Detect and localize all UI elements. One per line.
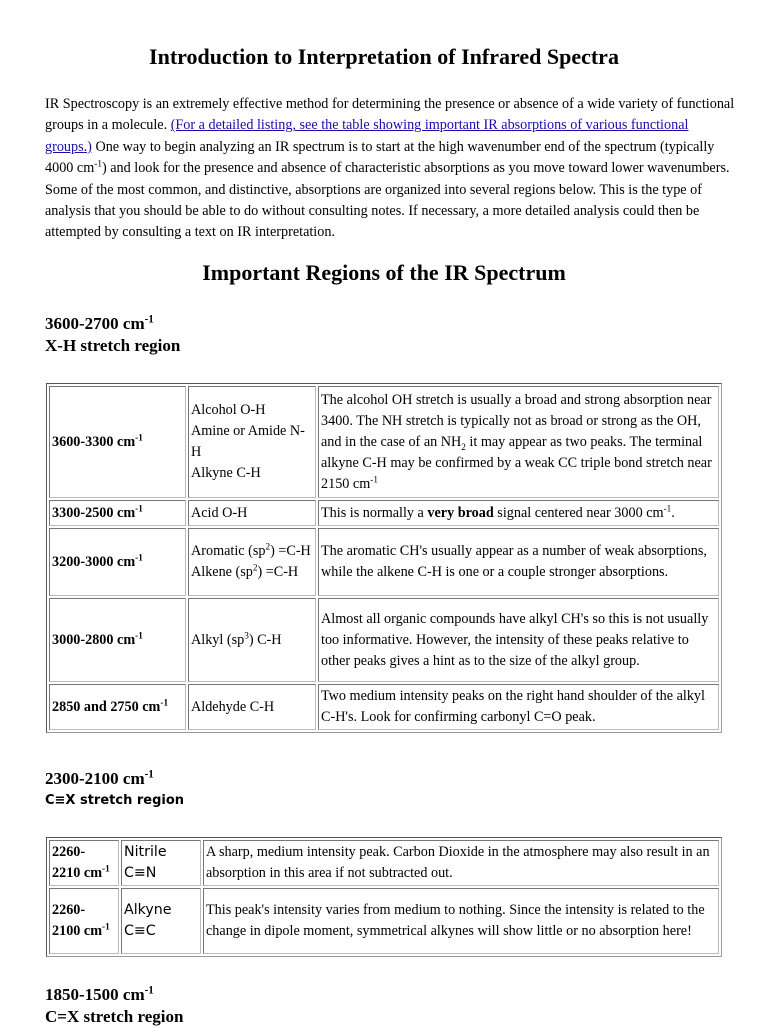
section-range: 2300-2100 cm (45, 769, 145, 788)
section-heading-cx-double: 1850-1500 $cm^{-1}$ C=X stretch region (45, 984, 184, 1026)
section-subtitle: Important Regions of the IR Spectrum (202, 260, 566, 285)
table-row (49, 888, 719, 954)
description-cell: The aromatic CH's usually appear as a number of weak absorptions, while the alkene C-H is one or a couple stronger absorptions. (318, 528, 719, 596)
section-heading-cx-triple: 2300-2100 $cm^{-1}$ C≡X stretch region (45, 768, 184, 812)
triple-bond-table (46, 837, 722, 957)
xh-stretch-table (46, 383, 722, 733)
description-cell: This is normally a very broad signal centered near 3000 $cm^{-1}$. (318, 500, 719, 526)
table-row (49, 528, 719, 596)
intro-text-continued: One way to begin analyzing an IR spectrum is to start at the high wavenumber end of the spectrum (typically 4000 cm (45, 138, 715, 177)
section-name: C=X stretch region (45, 1007, 184, 1026)
description-cell: This peak's intensity varies from medium to nothing. Since the intensity is related to the change in dipole moment, symmetrical alkynes will show little or no absorption here! (203, 888, 719, 954)
table-row (49, 840, 719, 886)
group-cell: Aldehyde C-H (188, 684, 316, 730)
section-range: 3600-2700 cm (45, 314, 145, 333)
section-name: C≡X stretch region (45, 793, 185, 808)
range-cell: 3600-3300 $cm^{-1}$ (49, 386, 186, 498)
group-cell: Aromatic $(sp^2) =C-H$ Alkene $(sp^2) =C-H$ (188, 528, 316, 596)
section-name: X-H stretch region (45, 336, 181, 355)
range-cell: 2260- 2210 $cm^{-1}$ (49, 840, 119, 886)
section-range: 1850-1500 cm (45, 985, 145, 1004)
section-heading-xh: 3600-2700 $cm^{-1}$ X-H stretch region (45, 313, 181, 355)
description-cell: A sharp, medium intensity peak. Carbon Dioxide in the atmosphere may also result in an absorption in this area if not subtracted out. (203, 840, 719, 886)
range-cell: 3000-2800 $cm^{-1}$ (49, 598, 186, 682)
range-cell: 2260- 2100 $cm^{-1}$ (49, 888, 119, 954)
description-cell: The alcohol OH stretch is usually a broad and strong absorption near 3400. The NH stretch is typically not as broad or strong as the OH, and in the case of an $NH_2$ it may appear as two peaks. The terminal alkyne C-H may be confirmed by a weak CC triple bond stretch near 2150 $cm^{-1}$ (318, 386, 719, 498)
description-cell: Almost all organic compounds have alkyl CH's so this is not usually too informative. However, the intensity of these peaks relative to other peaks gives a hint as to the size of the alkyl group. (318, 598, 719, 682)
group-cell: Alcohol O-H Amine or Amide N-H Alkyne C-H (188, 386, 316, 498)
functional-groups-table-link[interactable]: (For a detailed listing, see the table showing important IR absorptions of various functional groups.) (45, 117, 689, 155)
range-cell: 3200-3000 $cm^{-1}$ (49, 528, 186, 596)
description-cell: Two medium intensity peaks on the right hand shoulder of the alkyl C-H's. Look for confirming carbonyl C=O peak. (318, 684, 719, 730)
page-title: Introduction to Interpretation of Infrared Spectra (149, 44, 619, 69)
range-cell: 2850 and 2750 $cm^{-1}$ (49, 684, 186, 730)
table-row (49, 386, 719, 498)
table-row (49, 684, 719, 730)
table-row (49, 500, 719, 526)
intro-text: IR Spectroscopy is an extremely effective method for determining the presence or absence of a wide variety of functional groups in a molecule. (45, 96, 735, 134)
intro-paragraph (45, 94, 735, 244)
group-cell: Alkyne C≡C (121, 888, 201, 954)
unit-superscript: -1 (94, 158, 102, 169)
group-cell: Acid O-H (188, 500, 316, 526)
range-cell: 3300-2500 $cm^{-1}$ (49, 500, 186, 526)
table-row (49, 598, 719, 682)
group-cell: Nitrile C≡N (121, 840, 201, 886)
group-cell: Alkyl $(sp^3)$ C-H (188, 598, 316, 682)
intro-text-end: ) and look for the presence and absence of characteristic absorptions as you move toward lower wavenumbers. Some of the most common, and distinctive, absorptions are organized into several regions below. This is the type of analysis that you should be able to do without consulting notes. If necessary, a more detailed analysis could then be attempted by consulting a text on IR interpretation. (45, 160, 730, 241)
